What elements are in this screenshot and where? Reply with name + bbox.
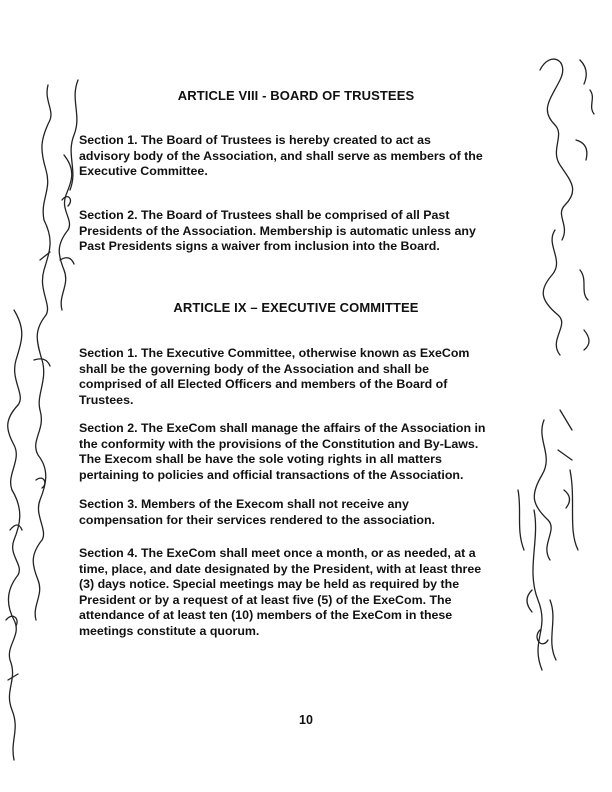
signature-stroke — [543, 230, 561, 355]
signature-stroke — [37, 220, 50, 410]
article-viii-heading: ARTICLE VIII - BOARD OF TRUSTEES — [177, 88, 415, 103]
signature-stroke — [540, 59, 573, 240]
signature-stroke — [42, 85, 51, 220]
signature-stroke — [8, 310, 22, 490]
signature-stroke — [533, 510, 542, 670]
signature-stroke — [518, 490, 524, 550]
left-margin-signatures — [0, 60, 80, 780]
article-ix-section-3: Section 3. Members of the Execom shall not receive any compensation for their services rendered to the association. — [79, 497, 435, 527]
article-ix-section-1: Section 1. The Executive Committee, otherwise known as ExeCom shall be the governing body of the Association and shall be comprised of all Elected Officers and members of the Board of Trustees. — [79, 346, 470, 407]
right-margin-signatures — [510, 30, 610, 730]
signature-stroke — [580, 270, 589, 350]
article-ix-section-4: Section 4. The ExeCom shall meet once a month, or as needed, at a time, place, and date designated by the President, with at least three (3) days notice. Special meetings may be held as required by the President or by a request of at least five (5) of the ExeCom. The attendance of at least ten (10) members of the ExeCom in these meetings constitute a quorum. — [79, 546, 482, 638]
signature-stroke — [550, 600, 556, 660]
signature-stroke — [570, 470, 578, 550]
signature-stroke — [33, 410, 46, 620]
article-ix-section-2: Section 2. The ExeCom shall manage the affairs of the Association in the conformity with the provisions of the Constitution and By-Laws. The Execom shall be have the sole voting rights in all matters pertaining to policies and official transactions of the Association. — [79, 421, 486, 482]
signature-stroke — [576, 60, 594, 160]
page-number: 10 — [299, 713, 313, 727]
signature-stroke — [558, 410, 572, 508]
article-ix-heading: ARTICLE IX – EXECUTIVE COMMITTEE — [173, 300, 419, 315]
article-viii-section-1: Section 1. The Board of Trustees is hereby created to act as advisory body of the Association, and shall serve as members of the Executive Committee. — [79, 133, 483, 179]
signature-stroke — [59, 155, 72, 310]
signature-stroke — [534, 420, 551, 560]
article-viii-section-2: Section 2. The Board of Trustees shall be comprised of all Past Presidents of the Association. Membership is automatic unless any Past Presidents signs a waiver from inclusion into the Board. — [79, 208, 476, 254]
